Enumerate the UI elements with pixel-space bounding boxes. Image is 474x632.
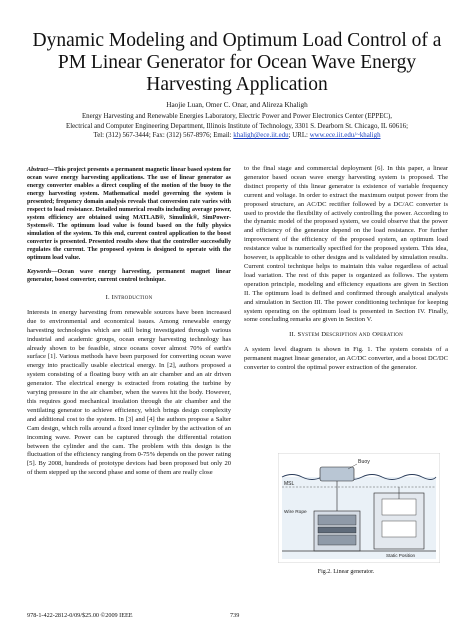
affiliation-line3: [20, 131, 454, 141]
buoy-label: Buoy: [358, 459, 370, 465]
email-link[interactable]: khaligh@ece.iit.edu: [233, 132, 289, 140]
url-link[interactable]: www.ece.iit.edu/~khaligh: [309, 132, 381, 140]
affiliation: [20, 112, 454, 141]
right-column: [244, 165, 448, 373]
left-column: [27, 166, 231, 478]
translator-mid: [318, 527, 356, 533]
section-heading-system-description: II. System Description and Operation: [289, 331, 403, 339]
url-prefix: ; URL:: [288, 132, 310, 140]
paper-title: Dynamic Modeling and Optimum Load Control of a PM Linear Generator for Ocean Wave Energy Harvesting Application: [32, 30, 442, 95]
msl-label: MSL: [284, 481, 295, 487]
keywords: [27, 268, 231, 284]
keywords-label: Keywords: [27, 269, 52, 275]
linear-generator-figure: [278, 453, 440, 563]
wire-rope-label: Wire Rope: [284, 510, 307, 515]
affiliation-line1: Energy Harvesting and Renewable Energies Laboratory, Electric Power and Power Electronics Center (EPPEC),: [81, 113, 393, 120]
introduction-continued-paragraph: to the final stage and commercial deployment [6]. In this paper, a linear generator based ocean wave energy harvesting system is proposed. The distinct property of this linear generator is existence of variable frequency current and voltage. In order to extract the maximum output power from the proposed structure, an AC/DC rectifier followed by a DC/AC converter is used to provide the flexibility of actively controlling the power. According to the dynamic model of the proposed system, we could observe that the power and efficiency of the generator depend on the load resistance. For further improvement of the efficiency of the proposed system, an optimum load resistance value is numerically specified for the proposed system. This idea, however, is applicable to other designs and is validated by simulation results. Current control technique helps to maintain this value regardless of actual load variation. The rest of this paper is organized as follows. The system operation principle, modeling and efficiency equations are given in Section II. The optimum load is defined and confirmed through analytical analysis and simulation in Section III. The power conditioning technique for keeping system operating on the optimum load is presented in Section IV. Finally, some concluding remarks are given in Section V.: [244, 165, 448, 324]
buoy-body: [320, 467, 354, 481]
abstract-text: —This project presents a permanent magnetic linear based system for ocean wave energy harvesting applications. The use of linear generator as energy converter enables a direct coupling of the motion of the buoy to the energy harvesting system. Mathematical model governing the system is presented; frequency domain analysis reveals that conversion rate varies with respect to load resistance. Detailed numerical results including average power, system efficiency are obtained using MATLAB®, Simulink®, SimPower-Systems®. The optimum load value is found based on the fully physics simulation of the system. To this end, current control application to the boost converter is presented. Presented results show that the controller successfully regulates the current. The proposed system is designed to operate with the optimum load value.: [27, 167, 231, 261]
magnet-box: [382, 521, 416, 537]
introduction-paragraph: Interests in energy harvesting from renewable sources have been increased due to environmental and economical issues. Among renewable energy harvesting technologies which are still being investigated through various industrial and academic groups, ocean energy harvesting technology has already shown to be feasible, since oceans cover almost 70% of earth's surface [1]. Various methods have been purposed for converting ocean wave energy into practically usable electrical energy. In [2], authors proposed a system consisting of a floating buoy with an air chamber and an air driven generator. The electrical energy is extracted from rotating the turbine by varying pressure in the air chamber, when the waves hit the body. However, this requires good mechanical insulation through the air chamber and the ventilating generator to achieve efficiency, which brings design complexity and additional cost to the system. In [3] and [4] the authors propose a Salter Cam design, which rolls around a fixed inner cylinder by the activation of an incoming wave. Power can be captured through the differential rotation between the cylinder and the cam. The problem with this design is the fluctuation of the efficiency ranging from 0-75% depends on the power rating [5]. By 2008, hundreds of prototype devices had been proposed but only 20 of them stepped up the second phase and some of them are really close: [27, 308, 231, 477]
abstract: [27, 166, 231, 262]
figure-caption: Fig.2. Linear generator.: [317, 569, 375, 575]
affiliation-line2: Electrical and Computer Engineering Department, Illinois Institute of Technology, 3301 S. Dearborn St. Chicago, IL 60616;: [66, 122, 408, 130]
footer-isbn: 978-1-422-2812-0/09/$25.00 ©2009 IEEE: [27, 612, 133, 619]
translator-bottom: [318, 535, 356, 545]
authors: Haojie Luan, Omer C. Onar, and Alireza Khaligh: [166, 101, 308, 109]
system-description-paragraph: A system level diagram is shown in Fig. 1. The system consists of a permanent magnet linear generator, an AC/DC converter, and a boost DC/DC converter to control the optimal power extraction of the generator.: [244, 346, 448, 372]
stator-box: [382, 499, 416, 515]
contact-prefix: Tel: (312) 567-3444; Fax: (312) 567-8976; Email:: [93, 132, 234, 140]
static-position-label: Static Position: [386, 553, 416, 558]
translator-top: [318, 515, 356, 525]
page-number: 739: [230, 612, 240, 619]
abstract-label: Abstract: [27, 167, 48, 173]
section-heading-introduction: I. Introduction: [105, 294, 153, 301]
keywords-text: —Ocean wave energy harvesting, permanent magnet linear generator, boost converter, current control technique.: [27, 269, 231, 283]
